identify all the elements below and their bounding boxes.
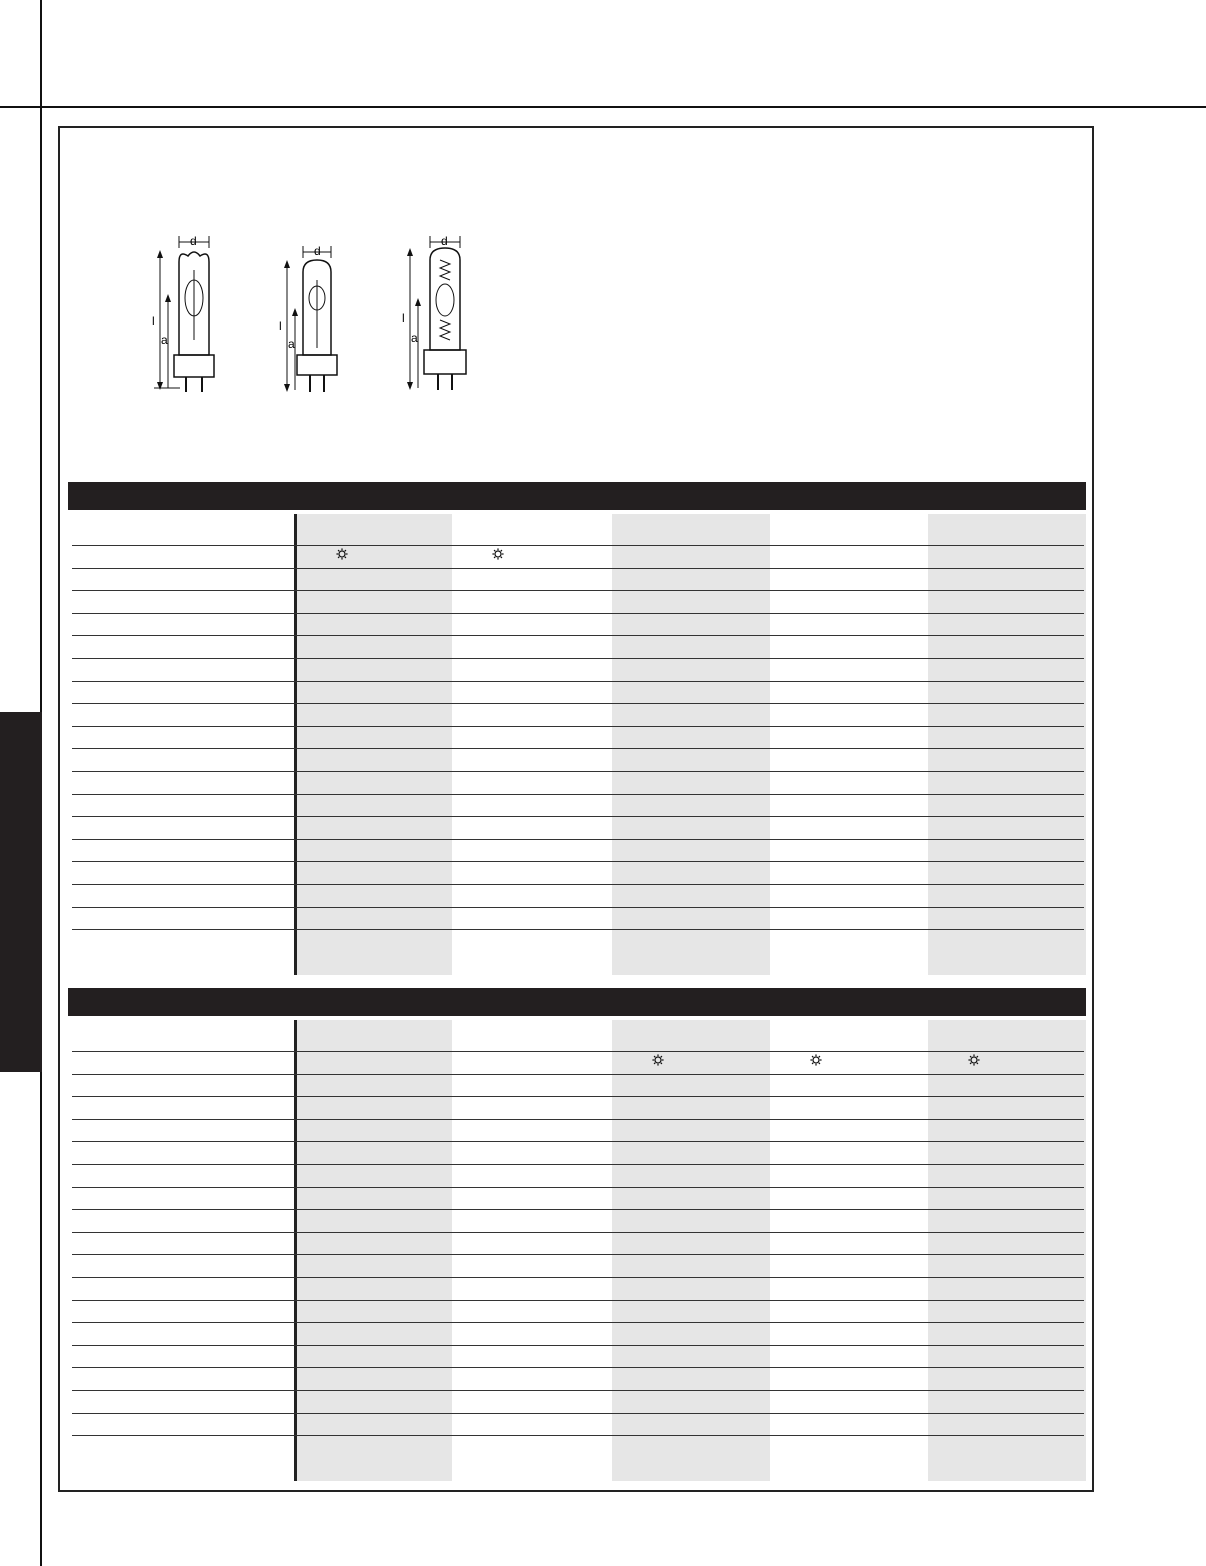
table-column-shade <box>296 514 452 975</box>
table-row-line <box>72 771 1084 772</box>
table-column-separator <box>294 1020 297 1481</box>
table-row-line <box>72 1096 1084 1097</box>
table-row-line <box>72 568 1084 569</box>
dim-d-label-1: d <box>190 234 197 248</box>
lamp-diagram-3 <box>402 234 466 390</box>
dim-a-label-1: a <box>161 333 168 347</box>
table-row-line <box>72 861 1084 862</box>
table-row-line <box>72 1435 1084 1436</box>
table-row-line <box>72 884 1084 885</box>
table-row-line <box>72 545 1084 546</box>
table-row-line <box>72 1300 1084 1301</box>
table-column-shade <box>928 514 1086 975</box>
table-row-line <box>72 613 1084 614</box>
table-column-separator <box>294 514 297 975</box>
table-row-line <box>72 1051 1084 1052</box>
recommended-sun-icon <box>336 548 348 560</box>
dim-d-label-2: d <box>314 244 321 258</box>
dim-a-label-2: a <box>288 337 295 351</box>
table-row-line <box>72 1345 1084 1346</box>
table-row-line <box>72 1164 1084 1165</box>
table-row-line <box>72 658 1084 659</box>
table-row-line <box>72 635 1084 636</box>
table-row-line <box>72 1141 1084 1142</box>
table-row-line <box>72 907 1084 908</box>
page-header-rule <box>0 106 1206 108</box>
table-column-shade <box>928 1020 1086 1481</box>
dim-a-label-3: a <box>411 331 418 345</box>
lamp-diagram-1 <box>152 234 214 392</box>
dim-l-label-1: l <box>152 314 155 328</box>
table-row-line <box>72 1209 1084 1210</box>
table-row-line <box>72 929 1084 930</box>
recommended-sun-icon <box>968 1054 980 1066</box>
table-column-shade <box>612 514 770 975</box>
table-row-line <box>72 816 1084 817</box>
table-row-line <box>72 681 1084 682</box>
table-row-line <box>72 1254 1084 1255</box>
table-row-line <box>72 1367 1084 1368</box>
table-column-shade <box>296 1020 452 1481</box>
table-row-line <box>72 703 1084 704</box>
table-row-line <box>72 590 1084 591</box>
chapter-tab <box>0 712 42 1072</box>
table-row-line <box>72 1413 1084 1414</box>
lamp-diagram-2 <box>279 244 337 392</box>
table-row-line <box>72 1390 1084 1391</box>
table-row-line <box>72 1074 1084 1075</box>
table-header-band <box>68 988 1086 1016</box>
dim-l-label-3: l <box>402 311 405 325</box>
dim-d-label-3: d <box>441 234 448 248</box>
table-column-shade <box>612 1020 770 1481</box>
table-row-line <box>72 839 1084 840</box>
lamp-diagrams <box>140 230 520 400</box>
table-row-line <box>72 1232 1084 1233</box>
table-row-line <box>72 726 1084 727</box>
dim-l-label-2: l <box>279 319 282 333</box>
table-row-line <box>72 1277 1084 1278</box>
table-row-line <box>72 1322 1084 1323</box>
table-row-line <box>72 1119 1084 1120</box>
recommended-sun-icon <box>652 1054 664 1066</box>
recommended-sun-icon <box>810 1054 822 1066</box>
table-header-band <box>68 482 1086 510</box>
table-row-line <box>72 1187 1084 1188</box>
table-row-line <box>72 794 1084 795</box>
recommended-sun-icon <box>492 548 504 560</box>
table-row-line <box>72 748 1084 749</box>
